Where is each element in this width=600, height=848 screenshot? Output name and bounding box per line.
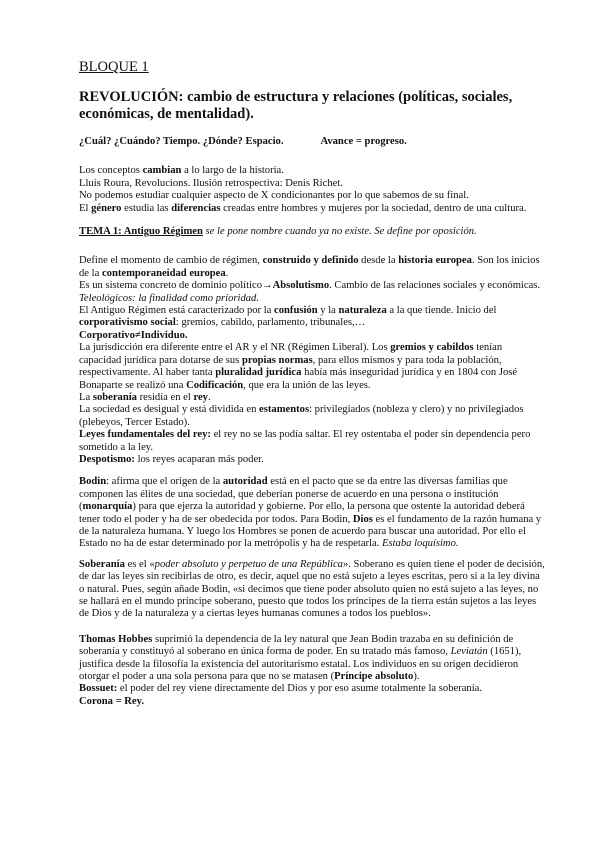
text-run: Es un sistema concreto de dominio político→ <box>79 280 273 292</box>
bold-term: Corona = Rey. <box>79 695 144 707</box>
text-run: La jurisdicción era diferente entre el AR y el NR (Régimen Liberal). Los <box>79 342 391 354</box>
topic-heading <box>79 226 546 238</box>
bold-term: diferencias <box>171 202 221 214</box>
italic-note: Estaba loquísimo. <box>382 538 459 550</box>
note-paragraph <box>79 293 546 305</box>
bold-term: Bossuet: <box>79 683 118 695</box>
text-run: . Son los inicios de la <box>79 255 540 279</box>
bold-term: Thomas Hobbes <box>79 633 153 645</box>
bold-term: Príncipe absoluto <box>334 671 414 683</box>
bold-term: historia europea <box>398 255 472 267</box>
text-run: Los conceptos <box>79 165 143 177</box>
intro-line <box>79 190 546 202</box>
crown-line <box>79 696 546 708</box>
text-run: a la que tiende. Inicio del <box>386 305 497 317</box>
section-heading: BLOQUE 1 <box>79 59 149 75</box>
text-run: ». Soberano es quien tiene el poder de decisión, de dar las leyes sin recibirlas de otro, es decir, aquel que no está sujeto a leyes escritas, pero sí a la ley divina o natural. Pues, según añade Bodin, «si decimos que tiene poder absoluto quien no está sujeto a las leyes, no se hallará en el mundo príncipe soberano, puesto que todos los príncipes de la tierra están sujetos a las leyes de Dios y de la naturaleza y a ciertas leyes humanas comunes a todos los pueblos». <box>79 558 545 620</box>
bossuet-line <box>79 683 546 695</box>
bold-term: Bodin <box>79 476 107 488</box>
hobbes-paragraph <box>79 634 546 684</box>
text-run: No podemos estudiar cualquier aspecto de X condicionantes por lo que sabemos de su final. <box>79 190 469 202</box>
intro-line <box>79 178 546 190</box>
text-run: el poder del rey viene directamente del Dios y por eso asume totalmente la soberanía. <box>117 683 483 695</box>
note-paragraph <box>79 330 546 342</box>
text-run: ) para que ejerza la autoridad y gobierne. Por ello, la persona que ostente la autoridad deberá tener todo el poder y ha de ser obedecida por todos. Para Bodin, <box>79 501 525 525</box>
text-run: La sociedad es desigual y está dividida en <box>79 404 260 416</box>
text-run: El <box>79 202 92 214</box>
bold-term: pluralidad jurídica <box>215 367 302 379</box>
text-run: creadas entre hombres y mujeres por la sociedad, dentro de una cultura. <box>220 202 527 214</box>
bold-term: género <box>91 202 122 214</box>
text-run: desde la <box>358 255 399 267</box>
italic-note: Leviatán <box>450 646 488 658</box>
text-run: . Cambio de las relaciones sociales y económicas. <box>329 280 541 292</box>
text-run: es el fundamento de la razón humana y de la naturaleza humana. Y luego los Hombres se ponen de acuerdo para buscar una autoridad. Por ello el Estado no ha de estar determinado por la metrópolis y ha de respetarla. <box>79 513 542 550</box>
bold-term: Despotismo: <box>79 453 135 465</box>
bold-term: soberanía <box>92 391 137 403</box>
sovereignty-paragraph <box>79 559 546 621</box>
bold-term: corporativismo social <box>79 317 176 329</box>
text-run: (1651), justifica desde la filosofía la existencia del autoritarismo estatal. Los individuos en su origen decidieron otorgar el poder a una sola persona para que no se matasen ( <box>79 646 522 683</box>
text-run: suprimió la dependencia de la ley natural que Jean Bodin trazaba en su definición de soberanía y constituyó al soberano en única forma de poder. En su tratado más famoso, <box>79 633 514 658</box>
text-run: a lo largo de la historia. <box>181 165 284 177</box>
bold-term: Corporativo≠Individuo. <box>79 329 188 341</box>
note-paragraph <box>79 255 546 280</box>
key-questions: ¿Cuál? ¿Cuándo? Tiempo. ¿Dónde? Espacio. <box>79 136 284 147</box>
document-title: REVOLUCIÓN: cambio de estructura y relaciones (políticas, sociales, económicas, de mentalidad). <box>79 89 513 122</box>
bold-term: contemporaneidad europea <box>101 267 226 279</box>
text-run: el rey no se las podía saltar. El rey ostentaba el poder sin dependencia pero sometido a la ley. <box>79 429 531 453</box>
text-run: estudia las <box>121 202 172 214</box>
note-paragraph <box>79 454 546 466</box>
text-run: Define el momento de cambio de régimen, <box>79 255 263 267</box>
italic-note: se le pone nombre cuando ya no existe. Se define por oposición. <box>202 226 477 238</box>
text-run: El Antiguo Régimen está caracterizado por la <box>79 305 275 317</box>
antiguo-regimen-notes <box>79 255 546 466</box>
text-run: tenían capacidad jurídica para dotarse de sus <box>79 342 503 366</box>
progress-note: Avance = progreso. <box>320 136 407 147</box>
bold-term: TEMA 1: Antiguo Régimen <box>79 226 203 238</box>
bold-term: Codificación <box>186 379 244 391</box>
note-paragraph <box>79 305 546 330</box>
bold-term: Leyes fundamentales del rey: <box>79 429 211 441</box>
note-paragraph <box>79 392 546 404</box>
bold-term: Absolutismo <box>272 280 330 292</box>
text-run: : gremios, cabildo, parlamento, tribunales,… <box>175 317 366 329</box>
bold-term: monarquía <box>82 501 133 513</box>
text-run: es el « <box>124 558 155 570</box>
bold-term: autoridad <box>222 476 268 488</box>
text-run: : privilegiados (nobleza y clero) y no privilegiados (plebeyos, Tercer Estado). <box>79 404 524 428</box>
bold-term: estamentos <box>259 404 310 416</box>
bold-term: gremios y cabildos <box>390 342 474 354</box>
bold-term: Soberanía <box>79 558 125 570</box>
bold-term: naturaleza <box>338 305 387 317</box>
text-run: los reyes acaparan más poder. <box>134 453 264 465</box>
closing-notes <box>79 634 546 708</box>
italic-note: poder absoluto y perpetuo de una República <box>154 558 343 570</box>
text-run: La <box>79 391 93 403</box>
bold-term: rey <box>193 391 208 403</box>
text-run: . <box>225 267 229 279</box>
text-run: . <box>207 391 211 403</box>
text-run: , para ellos mismos y para toda la población, respectivamente. Al haber tanta <box>79 354 502 379</box>
key-questions-line <box>79 136 546 148</box>
bold-term: Dios <box>352 513 373 525</box>
text-run: había más inseguridad jurídica y en 1804 con José Bonaparte se realizó una <box>79 367 518 391</box>
bodin-paragraph <box>79 476 546 550</box>
text-run: residía en el <box>136 391 194 403</box>
italic-note: Teleológicos: la finalidad como prioridad. <box>79 292 259 304</box>
intro-line <box>79 165 546 177</box>
bold-term: cambian <box>142 165 182 177</box>
note-paragraph <box>79 280 546 292</box>
bold-term: propias normas <box>241 354 313 366</box>
bold-term: confusión <box>274 305 318 317</box>
note-paragraph <box>79 342 546 392</box>
text-run: : afirma que el origen de la <box>106 476 223 488</box>
intro-notes <box>79 165 546 215</box>
text-run: y la <box>317 305 339 317</box>
intro-line <box>79 203 546 215</box>
text-run: ). <box>413 671 420 683</box>
text-run: está en el pacto que se da entre las diversas familias que componen las élites de una sociedad, que deberían ponerse de acuerdo en una persona o institución ( <box>79 476 508 513</box>
note-paragraph <box>79 404 546 429</box>
bold-term: construido y definido <box>262 255 359 267</box>
text-run: , que era la unión de las leyes. <box>243 379 371 391</box>
text-run: Lluis Roura, Revolucions. Ilusión retrospectiva: Denis Richet. <box>79 177 343 189</box>
note-paragraph <box>79 429 546 454</box>
